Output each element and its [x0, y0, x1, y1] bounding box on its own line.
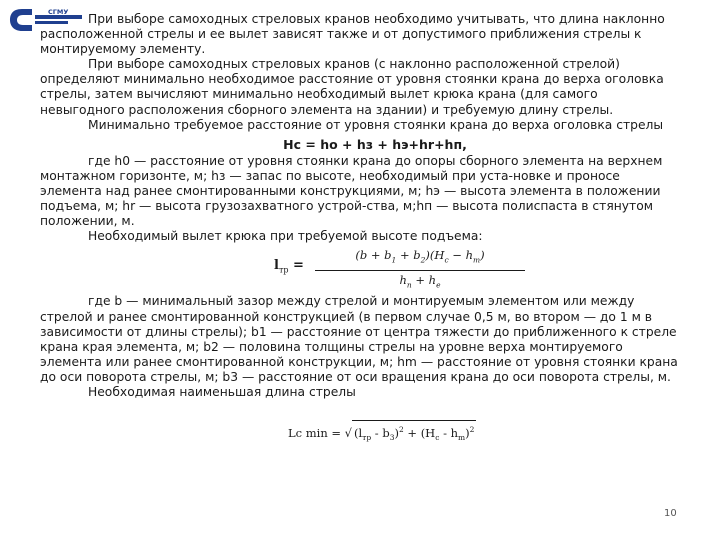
logo-text: СГМУ [48, 8, 69, 16]
formula-boom-length: Lc min = √ $(l_{тр} - b_3)^2 + (H_c - h_m)^2$ [40, 414, 680, 448]
paragraph-hook-reach: Необходимый вылет крюка при требуемой высоте подъема: [88, 229, 483, 244]
page-content [40, 12, 680, 448]
sqrt-radicand: $(l_{тр} - b_3)^2 + (H_c - h_m)^2$ [352, 420, 476, 445]
fraction-numerator: $(b + b_1 + b_2)(H_c - h_m)$ [315, 248, 525, 270]
formula-hook-reach-fraction [315, 248, 525, 292]
paragraph-min-distance: Минимально требуемое расстояние от уровня стоянки крана до верха оголовка стрелы [88, 117, 664, 132]
paragraph-boom-length: Необходимая наименьшая длина стрелы [88, 384, 356, 399]
formula-height: Нс = hо + hз + hэ+hr+hп, [283, 136, 467, 152]
formula-hook-reach-lhs: $l_{тр}$ = [274, 258, 304, 275]
paragraph-reach-legend: где b — минимальный зазор между стрелой и монтируемым элементом или между стрелой и ранее смонтированной конструкцией (в первом случае 0,5 м, во втором — до 1 м в зависимости от длины стрелы); b1 — расстояние от центра тяжести до приближенного к стреле крана края элемента, м; b2 — половина толщины стрелы на уровне верха монтируемого элемента или ранее смонтированной конструкции, м; hm — расстояние от уровня стоянки крана до оси поворота стрелы, м; b3 — расстояние от оси вращения крана до оси поворота стрелы, м. [40, 294, 678, 384]
paragraph-boom-length-intro: При выборе самоходных стреловых кранов необходимо учитывать, что длина наклонно расположенной стрелы и ее вылет зависят также и от допустимого приближения стрелы к монтируемому элементу. [40, 12, 665, 57]
paragraph-height-legend: где h0 — расстояние от уровня стоянки крана до опоры сборного элемента на верхнем монтажном горизонте, м; hз — запас по высоте, необходимый при уста-новке и проносе элемента над ранее смонтированными конструкциями, м; hэ — высота элемента в положении подъема, м; hr — высота грузозахватного устрой-ства, м;hп — высота полиспаста в стянутом положении, м. [40, 153, 663, 229]
fraction-denominator: $h_n + h_e$ [399, 272, 441, 290]
formula-hook-reach [40, 248, 680, 290]
page-number: 10 [664, 508, 677, 519]
paragraph-crane-selection: При выборе самоходных стреловых кранов (с наклонно расположенной стрелой) определяют минимально необходимое расстояние от уровня стоянки крана до верха оголовка стрелы, затем вычисляют минимально необходимый вылет крюка крана (для самого невыгодного расположения сборного элемента на здании) и требуемую длину стрелы. [40, 57, 664, 117]
